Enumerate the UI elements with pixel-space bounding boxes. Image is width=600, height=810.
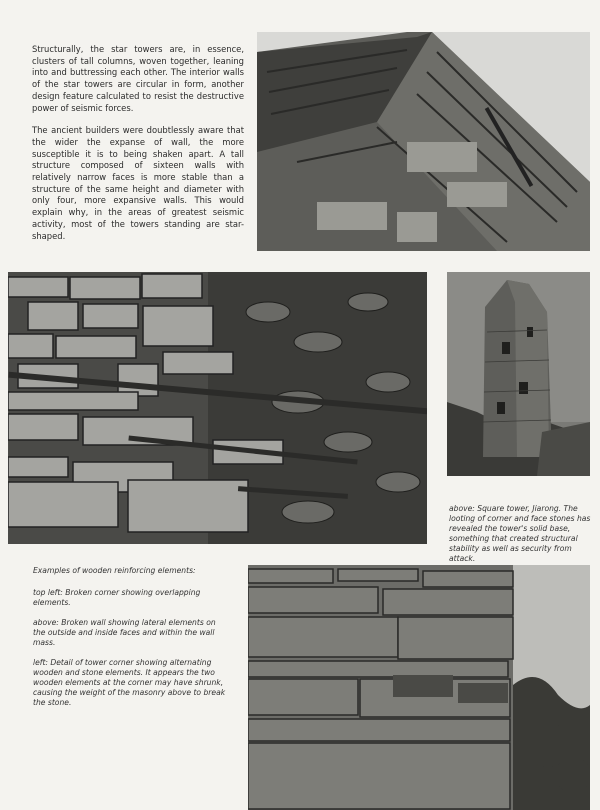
caption-top-left: top left: Broken corner showing overlapping elements. [33, 588, 201, 607]
caption-heading: Examples of wooden reinforcing elements: [33, 566, 196, 575]
photo-broken-corner [257, 32, 590, 251]
body-text [32, 44, 244, 253]
body-paragraph-1: Structurally, the star towers are, in essence, clusters of tall columns, woven together, leaning into and buttressing each other. The interior walls of the star towers are circular in form, another design feature calculated to resist the destructive power of seismic forces. [32, 44, 244, 113]
caption-above: above: Broken wall showing lateral elements on the outside and inside faces and within the wall mass. [33, 618, 216, 647]
caption-left: left: Detail of tower corner showing alternating wooden and stone elements. It appears the two wooden elements at the corner may have shrunk, causing the weight of the masonry above to break the stone. [33, 658, 226, 707]
caption-square-tower: above: Square tower, Jiarong. The looting of corner and face stones has revealed the tower's solid base, something that created structural stability as well as security from attack. [449, 503, 591, 563]
photo-tower-corner-detail [248, 565, 590, 810]
photo-broken-wall [8, 272, 427, 544]
caption-reinforcing-elements [33, 566, 228, 718]
photo-square-tower [447, 272, 590, 476]
body-paragraph-2: The ancient builders were doubtlessly aware that the wider the expanse of wall, the more susceptible it is to being shaken apart. A tall structure composed of sixteen walls with relatively narrow faces is more stable than a structure of the same height and diameter with only four, more expansive walls. This would explain why, in the areas of greatest seismic activity, most of the towers standing are star-shaped. [32, 125, 244, 241]
